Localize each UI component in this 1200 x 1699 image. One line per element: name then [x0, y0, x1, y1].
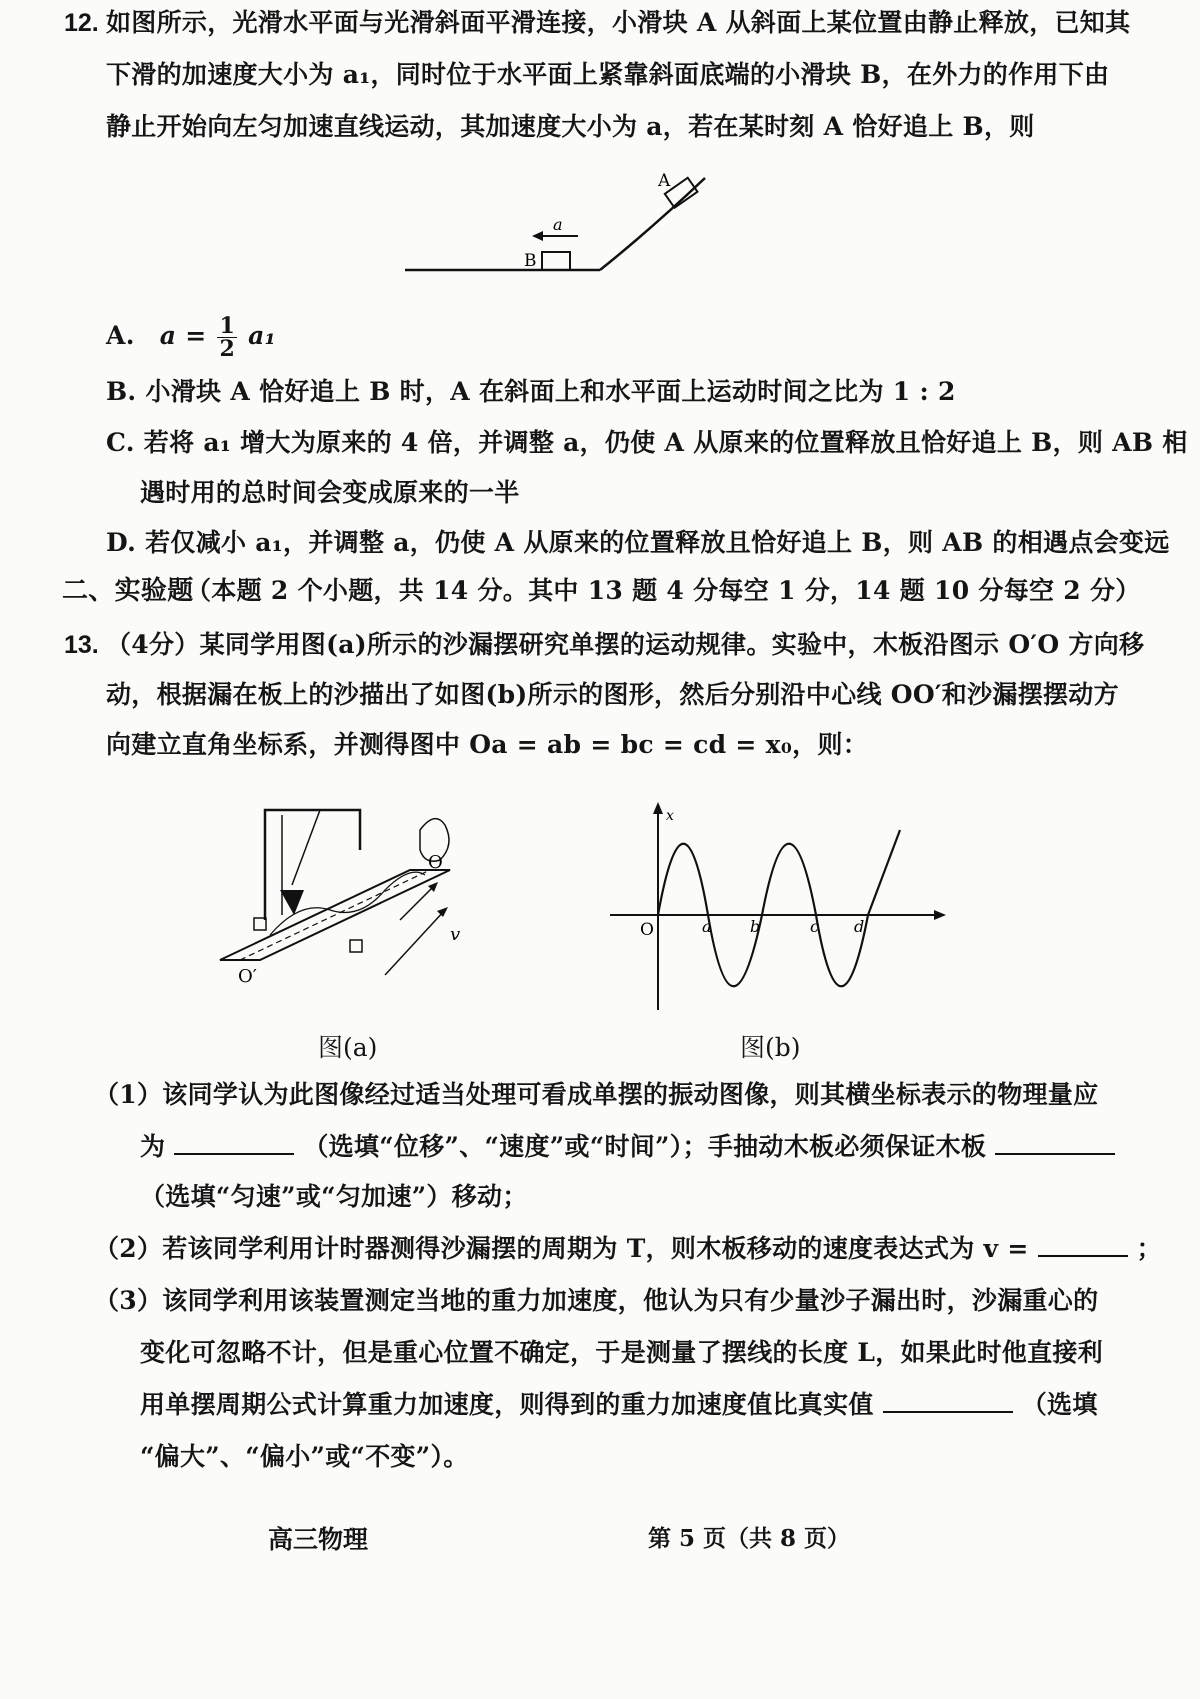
- section2-detail: （本题 2 个小题，共 14 分。其中 13 题 4 分每空 1 分，14 题 10 分每空 2 分）: [186, 576, 1141, 605]
- sub3-text: 用单摆周期公式计算重力加速度，则得到的重力加速度值比真实值: [140, 1390, 874, 1419]
- q13-sub1-line1: （1）该同学认为此图像经过适当处理可看成单摆的振动图像，则其横坐标表示的物理量应: [94, 1080, 1099, 1109]
- point-b-label: b: [750, 917, 761, 936]
- figure-a-caption: 图(a): [318, 1033, 378, 1062]
- arrow-head-icon: [437, 907, 448, 917]
- q13-sub1-line3: （选填“匀速”或“匀加速”）移动；: [140, 1182, 528, 1211]
- q13-line3: 向建立直角坐标系，并测得图中 Oa = ab = bc = cd = x₀，则：: [106, 730, 869, 759]
- q12-line1: 如图所示，光滑水平面与光滑斜面平滑连接，小滑块 A 从斜面上某位置由静止释放，已知其: [106, 8, 1131, 37]
- q13-sub3-line1: （3）该同学利用该装置测定当地的重力加速度，他认为只有少量沙子漏出时，沙漏重心的: [94, 1286, 1099, 1315]
- sub2-text: （2）若该同学利用计时器测得沙漏摆的周期为 T，则木板移动的速度表达式为 v =: [94, 1234, 1029, 1263]
- q12-line3: 静止开始向左匀加速直线运动，其加速度大小为 a，若在某时刻 A 恰好追上 B，则: [106, 112, 1035, 141]
- axis-x-label: x: [666, 808, 674, 824]
- footer-subject: 高三物理: [268, 1525, 369, 1554]
- answer-blank-3[interactable]: [1038, 1235, 1128, 1257]
- sand-curve: [658, 830, 900, 986]
- q12-incline-figure: [400, 160, 720, 280]
- q13-sub3-line4: “偏大”、“偏小”或“不变”）。: [140, 1442, 469, 1471]
- fraction-numerator: 1: [219, 313, 236, 339]
- q12-line2: 下滑的加速度大小为 a₁，同时位于水平面上紧靠斜面底端的小滑块 B，在外力的作用下由: [106, 60, 1110, 89]
- option-a-rhs: a₁: [248, 321, 276, 350]
- point-c-label: c: [810, 917, 819, 936]
- label-o-prime: O′: [238, 966, 257, 987]
- q12-number: 12.: [64, 9, 99, 37]
- arrow-head-icon: [532, 231, 543, 241]
- q13-sub1-line2: [140, 1132, 1115, 1162]
- option-a-fraction: [217, 315, 237, 360]
- pendulum-string: [292, 810, 320, 885]
- q12-option-c-line1: C. 若将 a₁ 增大为原来的 4 倍，并调整 a，仍使 A 从原来的位置释放且恰好追上 B，则 AB 相: [106, 428, 1188, 457]
- point-a-label: a: [702, 917, 712, 936]
- velocity-arrow: [385, 910, 445, 975]
- q13-line1: （4分）某同学用图(a)所示的沙漏摆研究单摆的运动规律。实验中，木板沿图示 O′O 方向移: [106, 630, 1145, 659]
- figure-a-apparatus: [210, 790, 490, 1010]
- section2-heading: 二、实验题: [62, 576, 194, 606]
- q13-sub3-line3: [140, 1390, 1098, 1420]
- figure-b-graph: [600, 800, 950, 1020]
- q13-sub3-line2: 变化可忽略不计，但是重心位置不确定，于是测量了摆线的长度 L，如果此时他直接利: [140, 1338, 1103, 1367]
- figure-b-caption: 图(b): [740, 1033, 801, 1062]
- answer-blank-1[interactable]: [174, 1133, 294, 1155]
- support-block-right: [350, 940, 362, 952]
- y-axis-arrow-icon: [653, 802, 663, 814]
- option-a-lhs: a =: [159, 321, 207, 350]
- label-b: B: [524, 251, 537, 271]
- q13-number: 13.: [64, 631, 99, 659]
- fraction-denominator: 2: [219, 336, 236, 362]
- q13-line2: 动，根据漏在板上的沙描出了如图(b)所示的图形，然后分别沿中心线 OO′和沙漏摆摆动方: [106, 680, 1119, 709]
- q12-option-b: B. 小滑块 A 恰好追上 B 时，A 在斜面上和水平面上运动时间之比为 1 : 2: [106, 377, 956, 406]
- stand-frame: [265, 810, 360, 920]
- sub1-prefix: 为: [140, 1132, 166, 1161]
- answer-blank-2[interactable]: [995, 1133, 1115, 1155]
- origin-label: O: [640, 920, 654, 940]
- sub2-end: ；: [1136, 1234, 1162, 1263]
- incline-surface: [600, 178, 705, 270]
- sub1-text: （选填“位移”、“速度”或“时间”）；手抽动木板必须保证木板: [303, 1132, 987, 1161]
- point-d-label: d: [854, 917, 865, 936]
- center-line: [240, 870, 430, 960]
- q13-sub2: [94, 1234, 1162, 1264]
- footer-page: 第 5 页（共 8 页）: [648, 1525, 851, 1552]
- q12-option-c-line2: 遇时用的总时间会变成原来的一半: [140, 478, 520, 507]
- x-axis-arrow-icon: [934, 910, 946, 920]
- answer-blank-4[interactable]: [883, 1391, 1013, 1413]
- label-a: A: [658, 171, 671, 191]
- option-a-prefix: A.: [106, 321, 135, 350]
- label-o: O: [428, 852, 443, 873]
- label-v: v: [450, 924, 461, 945]
- sub3-end: （选填: [1021, 1390, 1098, 1419]
- q12-option-d: D. 若仅减小 a₁，并调整 a，仍使 A 从原来的位置释放且恰好追上 B，则 AB 的相遇点会变远: [106, 528, 1170, 557]
- label-acc: a: [553, 215, 563, 234]
- block-b: [542, 252, 570, 270]
- q12-option-a: [106, 315, 276, 360]
